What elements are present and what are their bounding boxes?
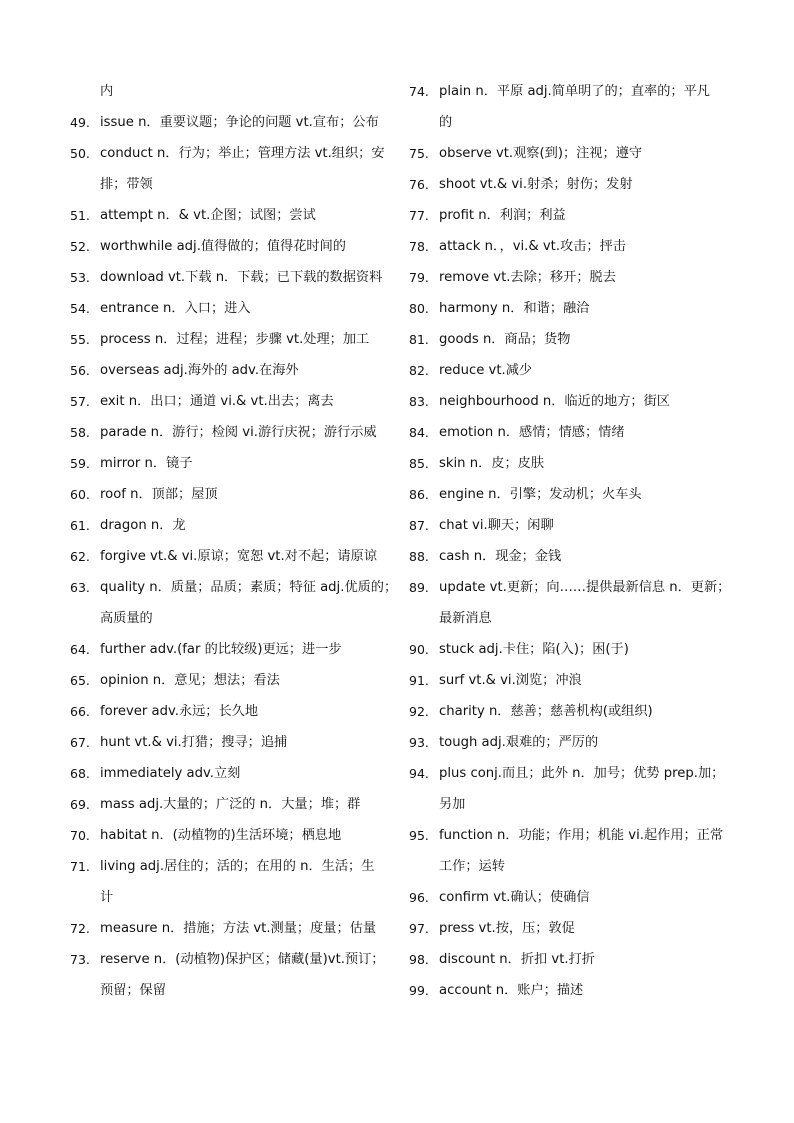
entry-definition: remove vt.去除；移开；脱去 bbox=[439, 270, 616, 285]
entry-definition: stuck adj.卡住；陷(入)；困(于) bbox=[439, 642, 629, 657]
entry-definition: confirm vt.确认；使确信 bbox=[439, 890, 590, 905]
entry-number: 69. bbox=[70, 797, 90, 812]
entry-number: 50. bbox=[70, 146, 90, 161]
entry-definition: attempt n．& vt.企图；试图；尝试 bbox=[100, 208, 316, 223]
entry-definition: neighbourhood n．临近的地方；街区 bbox=[439, 394, 670, 409]
vocab-entry bbox=[409, 758, 729, 789]
entry-number: 97. bbox=[409, 921, 429, 936]
entry-definition: 另加 bbox=[439, 797, 466, 812]
vocab-entry bbox=[409, 231, 729, 262]
entry-definition: reserve n．(动植物)保护区；储藏(量)vt.预订； bbox=[100, 952, 385, 967]
vocab-entry bbox=[70, 913, 390, 944]
entry-number: 53. bbox=[70, 270, 90, 285]
vocab-entry-continuation bbox=[70, 169, 390, 200]
entry-definition: charity n．慈善；慈善机构(或组织) bbox=[439, 704, 653, 719]
vocab-entry bbox=[409, 696, 729, 727]
vocab-entry bbox=[70, 851, 390, 882]
entry-definition: emotion n．感情；情感；情绪 bbox=[439, 425, 625, 440]
entry-definition: 排；带领 bbox=[100, 177, 153, 192]
entry-definition: 计 bbox=[100, 890, 114, 905]
entry-number: 63. bbox=[70, 580, 90, 595]
vocab-entry bbox=[70, 231, 390, 262]
entry-definition: cash n．现金；金钱 bbox=[439, 549, 562, 564]
entry-definition: surf vt.& vi.浏览；冲浪 bbox=[439, 673, 582, 688]
entry-number: 57. bbox=[70, 394, 90, 409]
vocab-entry bbox=[70, 541, 390, 572]
entry-number: 99. bbox=[409, 983, 429, 998]
entry-number: 55. bbox=[70, 332, 90, 347]
entry-number: 89. bbox=[409, 580, 429, 595]
entry-definition: profit n．利润；利益 bbox=[439, 208, 566, 223]
vocab-entry bbox=[70, 479, 390, 510]
entry-number: 67. bbox=[70, 735, 90, 750]
entry-definition: observe vt.观察(到)；注视；遵守 bbox=[439, 146, 643, 161]
entry-definition: 最新消息 bbox=[439, 611, 492, 626]
entry-definition: forgive vt.& vi.原谅；宽恕 vt.对不起；请原谅 bbox=[100, 549, 377, 564]
entry-number: 71. bbox=[70, 859, 90, 874]
entry-definition: hunt vt.& vi.打猎；搜寻；追捕 bbox=[100, 735, 288, 750]
vocab-entry bbox=[409, 200, 729, 231]
vocab-entry bbox=[70, 727, 390, 758]
entry-number: 91. bbox=[409, 673, 429, 688]
vocab-entry bbox=[409, 882, 729, 913]
entry-definition: 预留；保留 bbox=[100, 983, 166, 998]
entry-number: 49. bbox=[70, 115, 90, 130]
vocab-entry-continuation bbox=[409, 603, 729, 634]
entry-definition: conduct n．行为；举止；管理方法 vt.组织；安 bbox=[100, 146, 385, 161]
vocab-entry bbox=[70, 758, 390, 789]
vocab-entry bbox=[409, 417, 729, 448]
entry-definition: shoot vt.& vi.射杀；射伤；发射 bbox=[439, 177, 633, 192]
entry-number: 85. bbox=[409, 456, 429, 471]
vocab-entry bbox=[409, 944, 729, 975]
entry-definition: attack n．，vi.& vt.攻击；抨击 bbox=[439, 239, 626, 254]
entry-definition: issue n．重要议题；争论的问题 vt.宣布；公布 bbox=[100, 115, 379, 130]
vocab-entry bbox=[70, 262, 390, 293]
entry-definition: habitat n．(动植物的)生活环境；栖息地 bbox=[100, 828, 342, 843]
vocab-entry-continuation bbox=[409, 789, 729, 820]
entry-definition: worthwhile adj.值得做的；值得花时间的 bbox=[100, 239, 346, 254]
entry-number: 52. bbox=[70, 239, 90, 254]
entry-definition: update vt.更新；向……提供最新信息 n．更新； bbox=[439, 580, 731, 595]
entry-number: 93. bbox=[409, 735, 429, 750]
vocab-entry-continuation bbox=[409, 107, 729, 138]
entry-definition: function n．功能；作用；机能 vi.起作用；正常 bbox=[439, 828, 724, 843]
vocab-entry bbox=[70, 138, 390, 169]
vocab-entry bbox=[409, 479, 729, 510]
vocab-entry bbox=[409, 293, 729, 324]
entry-number: 65. bbox=[70, 673, 90, 688]
vocab-entry bbox=[70, 820, 390, 851]
entry-number: 64. bbox=[70, 642, 90, 657]
vocab-entry bbox=[409, 76, 729, 107]
entry-number: 94. bbox=[409, 766, 429, 781]
entry-definition: overseas adj.海外的 adv.在海外 bbox=[100, 363, 299, 378]
entry-number: 70. bbox=[70, 828, 90, 843]
entry-definition: quality n．质量；品质；素质；特征 adj.优质的； bbox=[100, 580, 398, 595]
vocab-entry bbox=[409, 572, 729, 603]
entry-number: 66. bbox=[70, 704, 90, 719]
vocab-entry bbox=[70, 107, 390, 138]
entry-number: 76. bbox=[409, 177, 429, 192]
entry-number: 58. bbox=[70, 425, 90, 440]
entry-number: 80. bbox=[409, 301, 429, 316]
entry-number: 60. bbox=[70, 487, 90, 502]
entry-number: 51. bbox=[70, 208, 90, 223]
entry-definition: living adj.居住的；活的；在用的 n．生活；生 bbox=[100, 859, 375, 874]
entry-number: 59. bbox=[70, 456, 90, 471]
entry-number: 79. bbox=[409, 270, 429, 285]
entry-definition: goods n．商品；货物 bbox=[439, 332, 571, 347]
vocab-entry bbox=[70, 200, 390, 231]
vocab-entry bbox=[70, 448, 390, 479]
entry-definition: entrance n．入口；进入 bbox=[100, 301, 251, 316]
vocab-entry-continuation bbox=[70, 76, 390, 107]
vocab-entry bbox=[70, 510, 390, 541]
entry-number: 86. bbox=[409, 487, 429, 502]
entry-number: 95. bbox=[409, 828, 429, 843]
entry-definition: engine n．引擎；发动机；火车头 bbox=[439, 487, 642, 502]
entry-definition: roof n．顶部；屋顶 bbox=[100, 487, 218, 502]
entry-number: 77. bbox=[409, 208, 429, 223]
entry-definition: measure n．措施；方法 vt.测量；度量；估量 bbox=[100, 921, 377, 936]
vocab-entry-continuation bbox=[409, 851, 729, 882]
entry-number: 90. bbox=[409, 642, 429, 657]
entry-number: 61. bbox=[70, 518, 90, 533]
entry-number: 73. bbox=[70, 952, 90, 967]
entry-definition: 的 bbox=[439, 115, 453, 130]
entry-number: 96. bbox=[409, 890, 429, 905]
vocab-entry bbox=[409, 386, 729, 417]
entry-definition: plus conj.而且；此外 n．加号；优势 prep.加； bbox=[439, 766, 725, 781]
vocab-entry bbox=[409, 262, 729, 293]
entry-definition: exit n．出口；通道 vi.& vt.出去；离去 bbox=[100, 394, 334, 409]
entry-number: 56. bbox=[70, 363, 90, 378]
entry-number: 74. bbox=[409, 84, 429, 99]
entry-number: 75. bbox=[409, 146, 429, 161]
entry-number: 54. bbox=[70, 301, 90, 316]
vocab-entry bbox=[409, 541, 729, 572]
vocab-entry bbox=[70, 293, 390, 324]
vocab-entry bbox=[409, 820, 729, 851]
vocab-entry bbox=[70, 789, 390, 820]
entry-number: 72. bbox=[70, 921, 90, 936]
vocab-entry bbox=[409, 975, 729, 1006]
vocab-entry bbox=[70, 417, 390, 448]
entry-definition: forever adv.永远；长久地 bbox=[100, 704, 259, 719]
vocab-entry bbox=[70, 665, 390, 696]
right-vocabulary-column bbox=[409, 76, 729, 1006]
vocab-entry bbox=[409, 665, 729, 696]
entry-definition: reduce vt.减少 bbox=[439, 363, 533, 378]
entry-definition: mirror n．镜子 bbox=[100, 456, 193, 471]
entry-definition: discount n．折扣 vt.打折 bbox=[439, 952, 595, 967]
vocab-entry bbox=[409, 727, 729, 758]
entry-definition: account n．账户；描述 bbox=[439, 983, 584, 998]
entry-definition: skin n．皮；皮肤 bbox=[439, 456, 545, 471]
entry-number: 92. bbox=[409, 704, 429, 719]
vocab-entry bbox=[409, 448, 729, 479]
vocab-entry bbox=[70, 572, 398, 603]
entry-definition: opinion n．意见；想法；看法 bbox=[100, 673, 280, 688]
entry-number: 87. bbox=[409, 518, 429, 533]
entry-number: 98. bbox=[409, 952, 429, 967]
entry-definition: 工作；运转 bbox=[439, 859, 505, 874]
vocab-entry bbox=[70, 386, 390, 417]
entry-definition: dragon n．龙 bbox=[100, 518, 186, 533]
entry-number: 82. bbox=[409, 363, 429, 378]
entry-definition: parade n．游行；检阅 vi.游行庆祝；游行示威 bbox=[100, 425, 377, 440]
entry-definition: immediately adv.立刻 bbox=[100, 766, 241, 781]
entry-definition: chat vi.聊天；闲聊 bbox=[439, 518, 554, 533]
entry-definition: press vt.按，压；敦促 bbox=[439, 921, 575, 936]
vocab-entry bbox=[70, 696, 390, 727]
vocab-entry bbox=[409, 634, 729, 665]
entry-number: 68. bbox=[70, 766, 90, 781]
entry-definition: download vt.下载 n．下载；已下载的数据资料 bbox=[100, 270, 383, 285]
vocab-entry-continuation bbox=[70, 882, 390, 913]
entry-number: 84. bbox=[409, 425, 429, 440]
vocab-entry-continuation bbox=[70, 975, 390, 1006]
vocab-entry bbox=[409, 355, 729, 386]
vocab-entry bbox=[409, 169, 729, 200]
entry-definition: process n．过程；进程；步骤 vt.处理；加工 bbox=[100, 332, 370, 347]
entry-definition: 内 bbox=[100, 84, 114, 99]
entry-number: 88. bbox=[409, 549, 429, 564]
entry-definition: 高质量的 bbox=[100, 611, 153, 626]
entry-number: 62. bbox=[70, 549, 90, 564]
entry-number: 78. bbox=[409, 239, 429, 254]
vocab-entry bbox=[409, 913, 729, 944]
entry-definition: harmony n．和谐；融洽 bbox=[439, 301, 590, 316]
vocab-entry bbox=[70, 944, 390, 975]
vocab-entry-continuation bbox=[70, 603, 390, 634]
left-vocabulary-column bbox=[70, 76, 398, 1006]
vocab-entry bbox=[70, 634, 390, 665]
entry-definition: tough adj.艰难的；严厉的 bbox=[439, 735, 599, 750]
vocab-entry bbox=[70, 355, 390, 386]
entry-number: 81. bbox=[409, 332, 429, 347]
vocab-entry bbox=[70, 324, 390, 355]
entry-definition: mass adj.大量的；广泛的 n．大量；堆；群 bbox=[100, 797, 361, 812]
vocab-entry bbox=[409, 324, 729, 355]
entry-definition: further adv.(far 的比较级)更远；进一步 bbox=[100, 642, 342, 657]
vocab-entry bbox=[409, 510, 729, 541]
entry-number: 83. bbox=[409, 394, 429, 409]
vocab-entry bbox=[409, 138, 729, 169]
entry-definition: plain n．平原 adj.简单明了的；直率的；平凡 bbox=[439, 84, 710, 99]
